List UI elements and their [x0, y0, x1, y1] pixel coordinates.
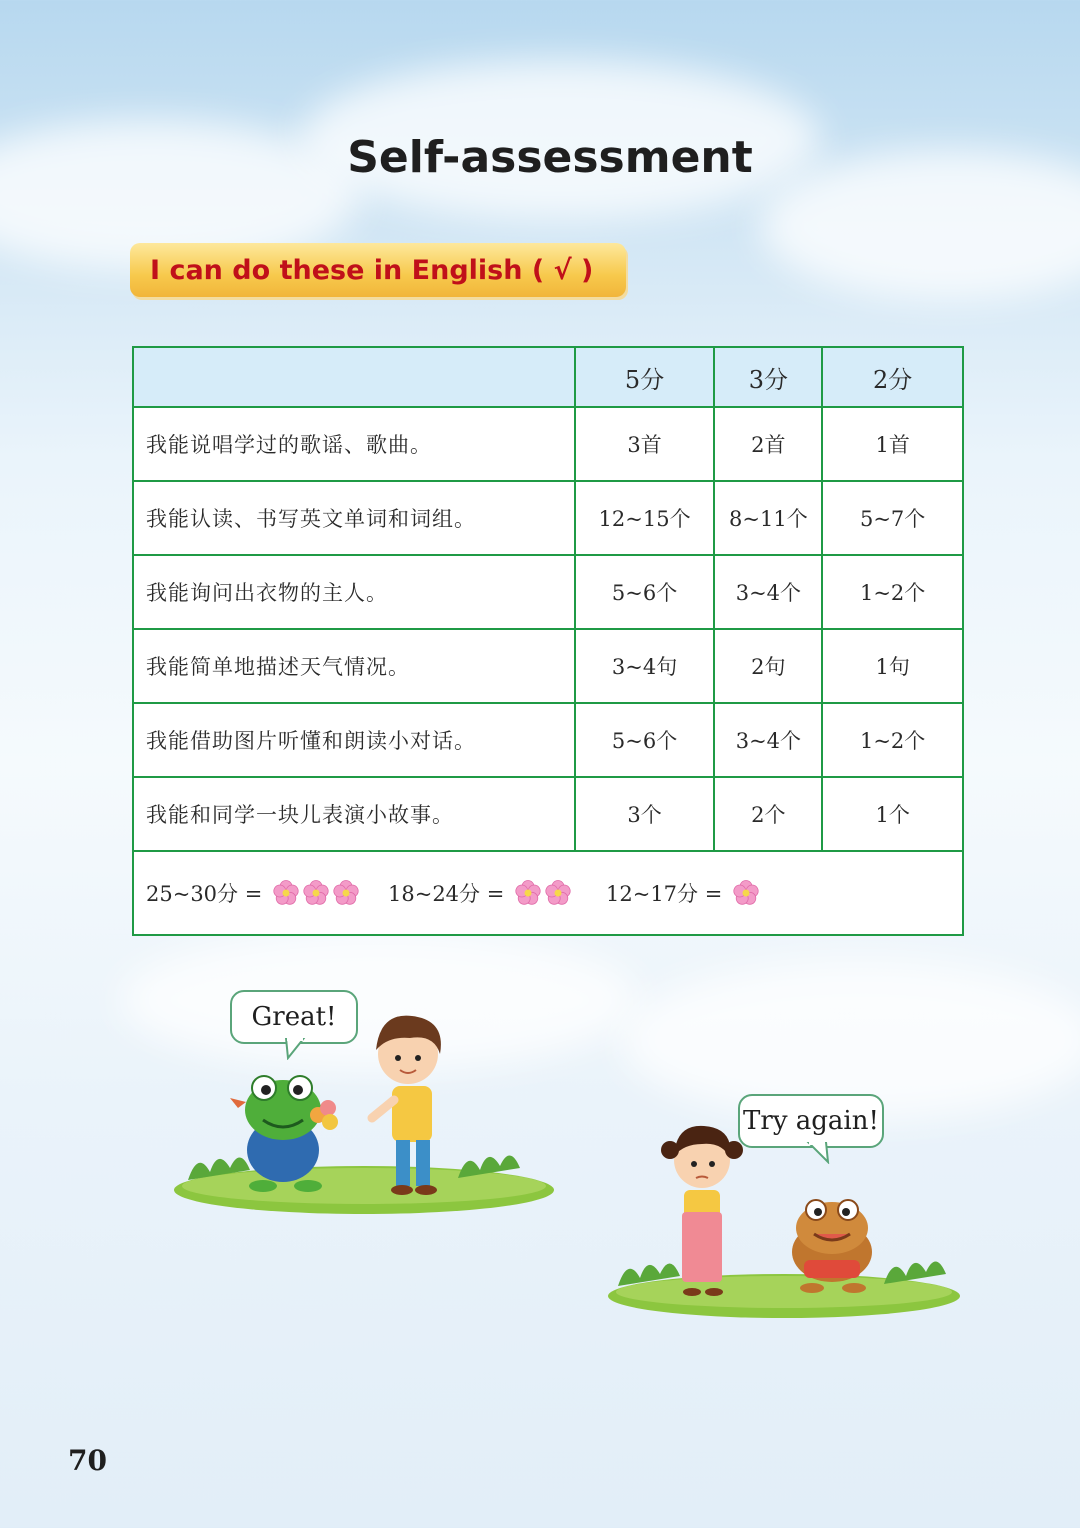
score-range: 25~30分 =	[146, 882, 263, 906]
score-2-cell: 5~7个	[822, 481, 963, 555]
score-3-cell: 3~4个	[714, 703, 822, 777]
frog-and-boy-illustration	[168, 1010, 560, 1220]
table-row	[133, 703, 963, 777]
great-speech-bubble: Great!	[230, 990, 358, 1044]
section-banner: I can do these in English ( √ )	[130, 243, 626, 297]
table-row	[133, 777, 963, 851]
score-key-item	[606, 878, 760, 908]
score-2-cell: 1个	[822, 777, 963, 851]
score-range: 18~24分 =	[388, 882, 505, 906]
flower-rating	[272, 879, 360, 907]
score-3-cell: 3~4个	[714, 555, 822, 629]
table-row	[133, 481, 963, 555]
score-5-cell: 5~6个	[575, 555, 715, 629]
score-range: 12~17分 =	[606, 882, 723, 906]
score-2-cell: 1~2个	[822, 703, 963, 777]
flower-icon	[332, 879, 360, 907]
page-number: 70	[68, 1444, 107, 1477]
score-key-cell	[133, 851, 963, 935]
score-2-cell: 1首	[822, 407, 963, 481]
score-key-item	[146, 878, 388, 908]
assessment-table	[132, 346, 964, 936]
row-description: 我能和同学一块儿表演小故事。	[133, 777, 575, 851]
flower-icon	[272, 879, 300, 907]
page-title: Self-assessment	[347, 132, 753, 183]
try-again-speech-bubble: Try again!	[738, 1094, 884, 1148]
score-5-cell: 12~15个	[575, 481, 715, 555]
row-description: 我能借助图片听懂和朗读小对话。	[133, 703, 575, 777]
table-header-row	[133, 347, 963, 407]
flower-rating	[514, 879, 572, 907]
score-3-cell: 2首	[714, 407, 822, 481]
score-5-cell: 5~6个	[575, 703, 715, 777]
score-5-cell: 3首	[575, 407, 715, 481]
score-key	[146, 878, 961, 908]
row-description: 我能询问出衣物的主人。	[133, 555, 575, 629]
flower-icon	[514, 879, 542, 907]
score-key-item	[388, 878, 606, 908]
score-key-row	[133, 851, 963, 935]
row-description: 我能说唱学过的歌谣、歌曲。	[133, 407, 575, 481]
header-cell: 5分	[575, 347, 715, 407]
score-5-cell: 3个	[575, 777, 715, 851]
girl-and-toad-illustration	[604, 1120, 964, 1320]
bubble-tail-icon	[284, 1038, 308, 1060]
flower-icon	[302, 879, 330, 907]
score-3-cell: 2句	[714, 629, 822, 703]
header-cell: 3分	[714, 347, 822, 407]
score-2-cell: 1句	[822, 629, 963, 703]
table-row	[133, 555, 963, 629]
score-5-cell: 3~4句	[575, 629, 715, 703]
row-description: 我能认读、书写英文单词和词组。	[133, 481, 575, 555]
table-row	[133, 407, 963, 481]
header-cell	[133, 347, 575, 407]
score-3-cell: 2个	[714, 777, 822, 851]
header-cell: 2分	[822, 347, 963, 407]
flower-icon	[544, 879, 572, 907]
flower-icon	[732, 879, 760, 907]
score-2-cell: 1~2个	[822, 555, 963, 629]
table-row	[133, 629, 963, 703]
bubble-tail-icon	[806, 1142, 832, 1164]
flower-rating	[732, 879, 760, 907]
score-3-cell: 8~11个	[714, 481, 822, 555]
row-description: 我能简单地描述天气情况。	[133, 629, 575, 703]
